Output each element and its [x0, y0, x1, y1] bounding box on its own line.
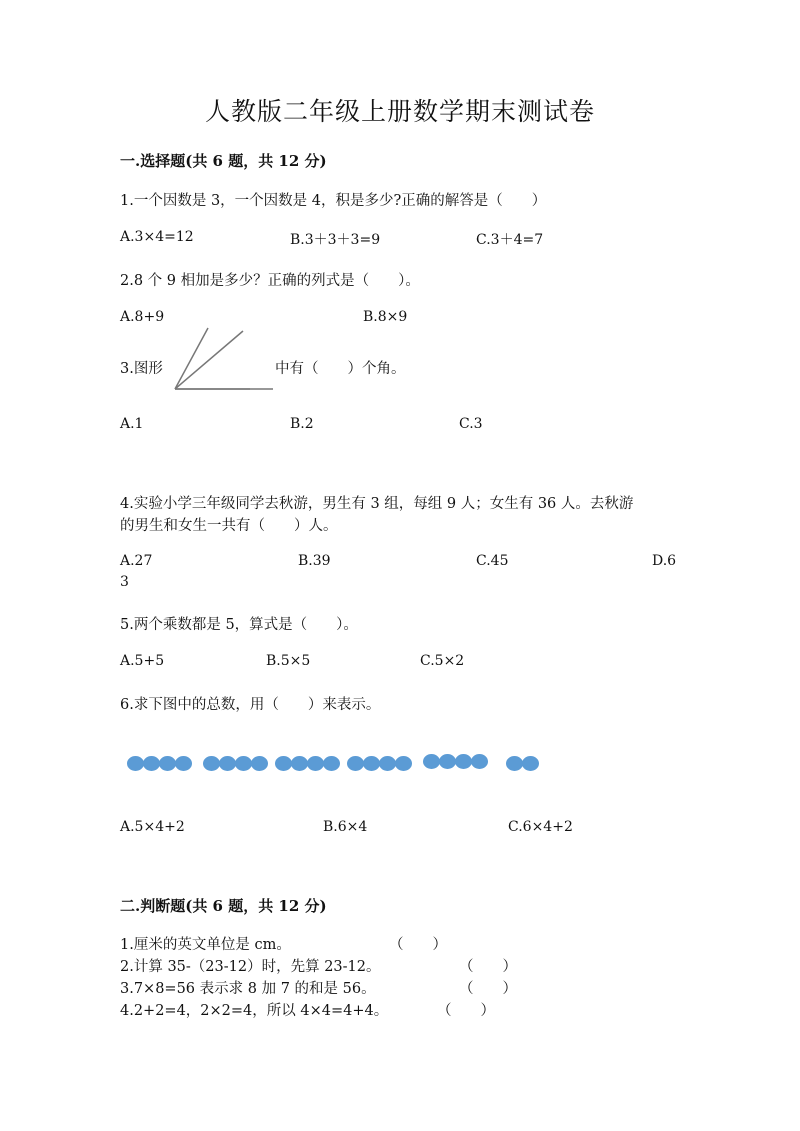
judgement-1-paren: （ ）: [389, 937, 447, 953]
judgement-2-paren: （ ）: [459, 959, 517, 975]
q5-option-b: B.5×5: [266, 653, 311, 669]
dot-4-4: [395, 756, 412, 771]
question-1: 1.一个因数是 3，一个因数是 4，积是多少?正确的解答是（ ）: [120, 193, 547, 209]
dot-3-2: [291, 756, 308, 771]
question-2: 2.8 个 9 相加是多少？正确的列式是（ ）。: [120, 273, 420, 289]
dot-5-3: [455, 754, 472, 769]
q4-option-c: C.45: [476, 553, 509, 569]
question-5: 5.两个乘数都是 5，算式是（ ）。: [120, 617, 358, 633]
section-heading-judgement: 二.判断题(共 6 题，共 12 分): [120, 897, 327, 915]
q6-option-c: C.6×4+2: [508, 819, 573, 835]
q6-option-b: B.6×4: [323, 819, 368, 835]
dot-5-2: [439, 754, 456, 769]
q4-option-d-wrap: 3: [120, 574, 129, 590]
dot-3-4: [323, 756, 340, 771]
dot-2-3: [235, 756, 252, 771]
dot-4-3: [379, 756, 396, 771]
q4-option-d: D.6: [652, 553, 677, 569]
dot-4-2: [363, 756, 380, 771]
judgement-1: 1.厘米的英文单位是 cm。: [120, 937, 291, 953]
dot-6-2: [522, 756, 539, 771]
dot-2-1: [203, 756, 220, 771]
angle-figure-base: [170, 326, 275, 394]
dot-2-4: [251, 756, 268, 771]
q1-option-a: A.3×4=12: [120, 229, 194, 245]
dot-3-3: [307, 756, 324, 771]
page-title: 人教版二年级上册数学期末测试卷: [204, 97, 595, 126]
q2-option-a: A.8+9: [120, 309, 165, 325]
q3-option-c: C.3: [459, 416, 483, 432]
q1-option-b: B.3＋3＋3=9: [290, 232, 381, 248]
dot-1-2: [143, 756, 160, 771]
section-heading-choice: 一.选择题(共 6 题，共 12 分): [120, 152, 327, 170]
q5-option-c: C.5×2: [420, 653, 465, 669]
dot-4-1: [347, 756, 364, 771]
dot-6-1: [506, 756, 523, 771]
question-3-suffix: 中有（ ）个角。: [275, 361, 406, 377]
question-4-line2: 的男生和女生一共有（ ）人。: [120, 518, 338, 534]
question-3-prefix: 3.图形: [120, 361, 163, 377]
dot-groups-figure: [120, 748, 560, 778]
question-6: 6.求下图中的总数，用（ ）来表示。: [120, 697, 381, 713]
dot-5-4: [471, 754, 488, 769]
q5-option-a: A.5+5: [120, 653, 165, 669]
q2-option-b: B.8×9: [363, 309, 408, 325]
dot-1-1: [127, 756, 144, 771]
dot-3-1: [275, 756, 292, 771]
q1-option-c: C.3＋4=7: [476, 232, 544, 248]
question-4-line1: 4.实验小学三年级同学去秋游，男生有 3 组，每组 9 人；女生有 36 人。去秋游: [120, 496, 634, 512]
q6-option-a: A.5×4+2: [120, 819, 185, 835]
judgement-3-paren: （ ）: [459, 981, 517, 997]
q3-option-b: B.2: [290, 416, 314, 432]
judgement-2: 2.计算 35-（23-12）时，先算 23-12。: [120, 959, 381, 975]
dot-2-2: [219, 756, 236, 771]
judgement-4: 4.2+2=4，2×2=4，所以 4×4=4+4。: [120, 1003, 389, 1019]
q4-option-b: B.39: [298, 553, 331, 569]
dot-5-1: [423, 754, 440, 769]
judgement-3: 3.7×8=56 表示求 8 加 7 的和是 56。: [120, 981, 376, 997]
q3-option-a: A.1: [120, 416, 144, 432]
judgement-4-paren: （ ）: [437, 1003, 495, 1019]
dot-1-3: [159, 756, 176, 771]
dot-1-4: [175, 756, 192, 771]
q4-option-a: A.27: [120, 553, 153, 569]
